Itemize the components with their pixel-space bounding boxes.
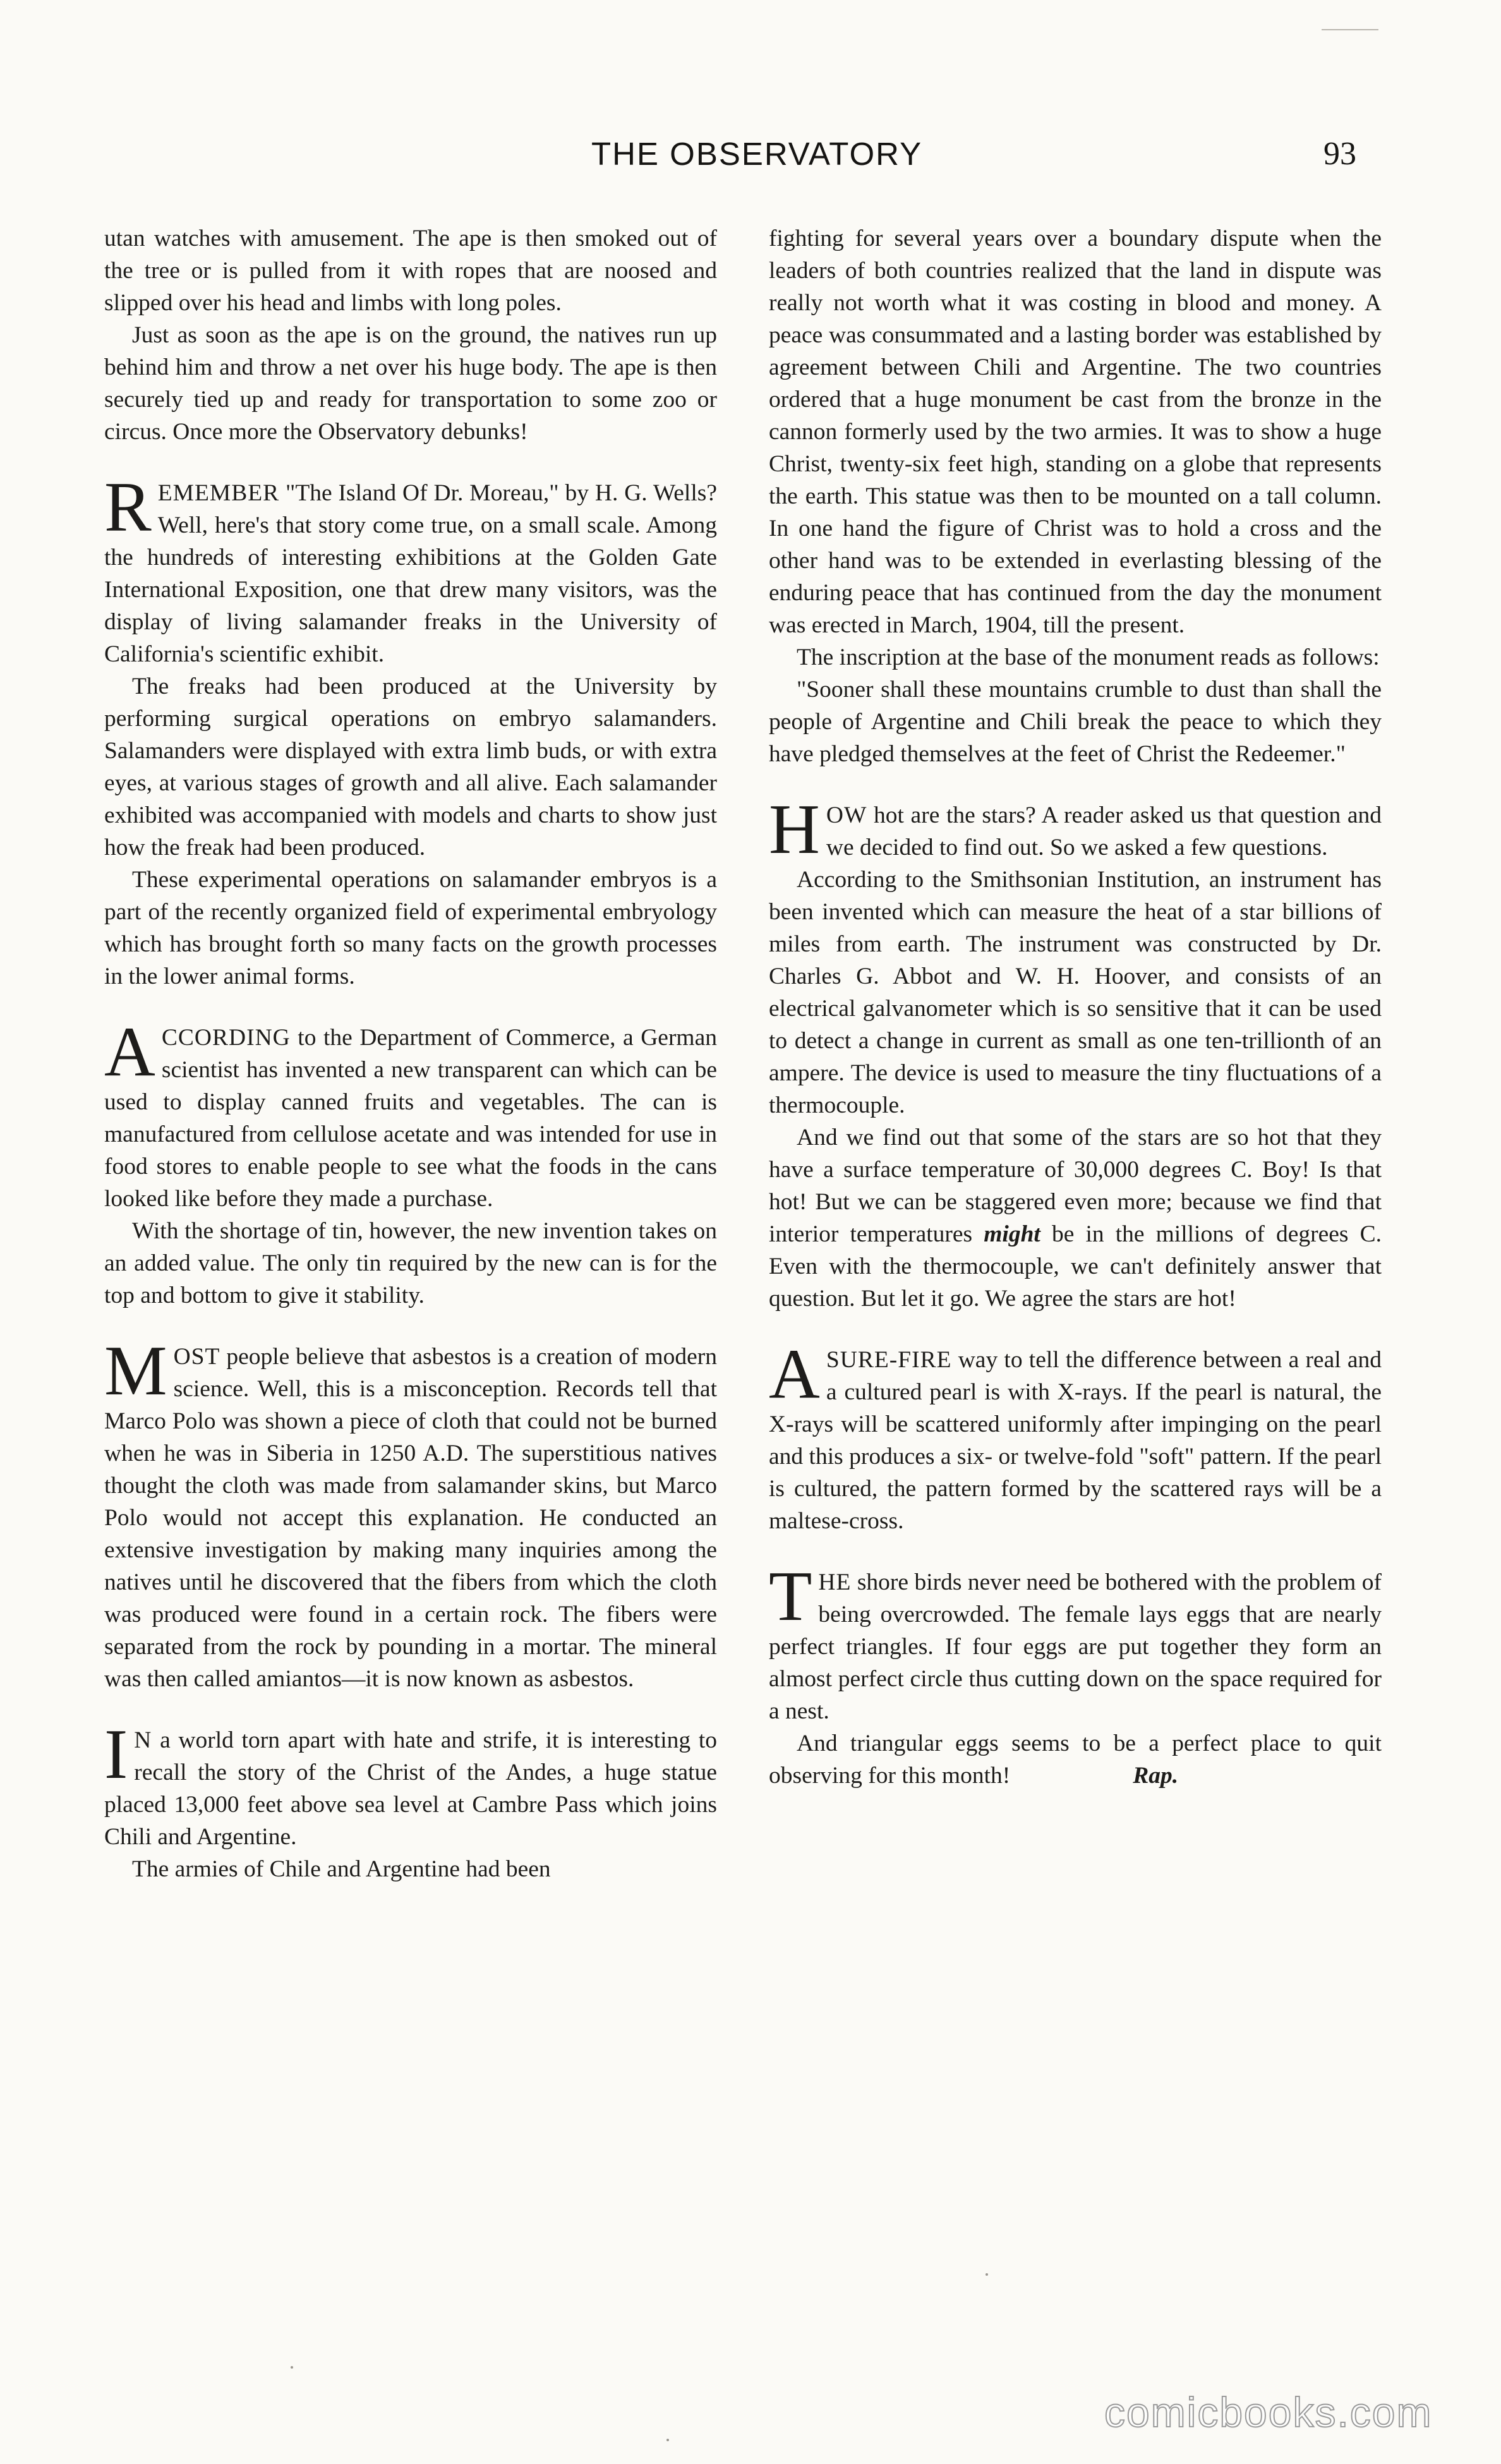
lead-word: EMEMBER bbox=[157, 480, 280, 506]
paragraph-text: to the Department of Commerce, a German scientist has invented a new transparent can which can be used to display canned fruits and vegetables. The can is manufactured from cellulose acetate and was intended for use in food stores to enable people to see what the foods in the cans looked like before they made a purchase. bbox=[104, 1025, 717, 1212]
section-asbestos bbox=[104, 1332, 717, 1695]
drop-cap: T bbox=[769, 1557, 812, 1636]
section-christ-of-the-andes bbox=[104, 1715, 717, 1853]
paragraph-text: be in the millions of degrees C. Even with the thermocouple, we can't definitely answer that question. But let it go. We agree the stars are hot! bbox=[769, 1221, 1382, 1312]
drop-cap: A bbox=[104, 1013, 155, 1091]
lead-word: N bbox=[134, 1727, 152, 1753]
section-hot-stars bbox=[769, 790, 1382, 869]
page-number: 93 bbox=[1323, 136, 1356, 172]
paragraph: According to the Smithsonian Institution, an instrument has been invented which can measure the heat of a star billions of miles from earth. The instrument was constructed by Dr. Charles G. Abbot and W. H. Hoover, and consists of an electrical galvanometer which is so sensitive that it can be used to detect a change in current as small as one ten-trillionth of an ampere. The device is used to measure the tiny fluctuations of a thermocouple. bbox=[769, 867, 1382, 1118]
lead-word: OW bbox=[826, 802, 867, 828]
scan-mark bbox=[1322, 29, 1378, 30]
running-title: THE OBSERVATORY bbox=[591, 136, 923, 172]
left-column bbox=[104, 222, 717, 1885]
paragraph bbox=[769, 1727, 1382, 1792]
lead-word: SURE-FIRE bbox=[826, 1347, 952, 1373]
paragraph-text: way to tell the difference between a real and a cultured pearl is with X-rays. If the pearl is natural, the X-rays will be scattered uniformly after impinging on the pearl and this produces a six- or twelve-fold "soft" pattern. If the pearl is cultured, the pattern formed by the scattered rays will be a maltese-cross. bbox=[769, 1347, 1382, 1534]
paragraph: The freaks had been produced at the University by performing surgical operations on embryo salamanders. Salamanders were displayed with extra limb buds, or with extra eyes, at various stages of growth and all alive. Each salamander exhibited was accompanied with models and charts to show just how the freak had been produced. bbox=[104, 673, 717, 861]
section-transparent-can bbox=[104, 1013, 717, 1215]
section-pearls bbox=[769, 1335, 1382, 1537]
author-signature: Rap. bbox=[1133, 1763, 1179, 1789]
paragraph-text: people believe that asbestos is a creation of modern science. Well, this is a misconception. Records tell that Marco Polo was shown a piece of cloth that could not be burned when he was in Siberia in 1250 A.D. The superstitious natives thought the cloth was made from salamander skins, but Marco Polo would not accept this explanation. He conducted an extensive investigation by making many inquiries among the natives until he discovered that the fibers from which the cloth was produced were found in a certain rock. The fibers were separated from the rock by pounding in a mortar. The mineral was then called amiantos—it is now known as asbestos. bbox=[104, 1344, 717, 1692]
paragraph-text: a world torn apart with hate and strife, it is interesting to recall the story of the Christ of the Andes, a huge statue placed 13,000 feet above sea level at Cambre Pass which joins Chili and Argentine. bbox=[104, 1727, 717, 1850]
scan-speck bbox=[291, 2366, 293, 2369]
drop-cap: H bbox=[769, 790, 820, 869]
paragraph: utan watches with amusement. The ape is then smoked out of the tree or is pulled from it with ropes that are noosed and slipped over his head and limbs with long poles. bbox=[104, 226, 717, 316]
paragraph: The armies of Chile and Argentine had been bbox=[132, 1856, 551, 1882]
paragraph: With the shortage of tin, however, the new invention takes on an added value. The only tin required by the new can is for the top and bottom to give it stability. bbox=[104, 1218, 717, 1308]
drop-cap: R bbox=[104, 468, 152, 547]
paragraph-text: hot are the stars? A reader asked us that question and we decided to find out. So we asked a few questions. bbox=[826, 802, 1382, 861]
lead-word: CCORDING bbox=[161, 1025, 291, 1051]
emphasis: might bbox=[984, 1221, 1040, 1247]
paragraph: fighting for several years over a boundary dispute when the leaders of both countries realized that the land in dispute was really not worth what it was costing in blood and money. A peace was consummated and a lasting border was established by agreement between Chili and Argentine. The two countries ordered that a huge monument be cast from the bronze in the cannon formerly used by the two armies. It was to show a huge Christ, twenty-six feet high, standing on a globe that represents the earth. This statue was then to be mounted on a tall column. In one hand the figure of Christ was to hold a cross and the other hand was to be extended in everlasting blessing of the enduring peace that has continued from the day the monument was erected in March, 1904, till the present. bbox=[769, 226, 1382, 638]
paragraph-text: And triangular eggs seems to be a perfect place to quit observing for this month! bbox=[769, 1730, 1382, 1789]
paragraph: Just as soon as the ape is on the ground, the natives run up behind him and throw a net over his huge body. The ape is then securely tied up and ready for transportation to some zoo or circus. Once more the Observatory debunks! bbox=[104, 322, 717, 445]
drop-cap: I bbox=[104, 1715, 128, 1794]
lead-word: HE bbox=[818, 1569, 852, 1595]
paragraph-text: And we find out that some of the stars are so hot that they have a surface temperature of 30,000 degrees C. Boy! Is that hot! But we can be staggered even more; because we find that interior temperatures bbox=[769, 1125, 1382, 1247]
drop-cap: A bbox=[769, 1335, 820, 1413]
right-column bbox=[769, 222, 1382, 1792]
paragraph: These experimental operations on salamander embryos is a part of the recently organized field of experimental embryology which has brought forth so many facts on the growth processes in the lower animal forms. bbox=[104, 867, 717, 989]
paragraph-text: shore birds never need be bothered with the problem of being overcrowded. The female lays eggs that are nearly perfect triangles. If four eggs are put together they form an almost perfect circle thus cutting down on the space required for a nest. bbox=[769, 1569, 1382, 1724]
watermark: comicbooks.com bbox=[1104, 2389, 1433, 2436]
paragraph bbox=[769, 1121, 1382, 1315]
scan-speck bbox=[986, 2273, 988, 2276]
page-header bbox=[0, 135, 1501, 186]
paragraph-text: "The Island Of Dr. Moreau," by H. G. Wells? Well, here's that story come true, on a small scale. Among the hundreds of interesting exhibitions at the Golden Gate International Exposition, one that drew many visitors, was the display of living salamander freaks in the University of California's scientific exhibit. bbox=[104, 480, 717, 667]
section-shore-birds bbox=[769, 1557, 1382, 1727]
drop-cap: M bbox=[104, 1332, 167, 1410]
section-salamanders bbox=[104, 468, 717, 670]
inscription-quote: "Sooner shall these mountains crumble to dust than shall the people of Argentine and Chili break the peace to which they have pledged themselves at the feet of Christ the Redeemer." bbox=[769, 677, 1382, 767]
scan-speck bbox=[666, 2439, 669, 2441]
lead-word: OST bbox=[173, 1344, 220, 1370]
paragraph: The inscription at the base of the monument reads as follows: bbox=[797, 644, 1380, 670]
